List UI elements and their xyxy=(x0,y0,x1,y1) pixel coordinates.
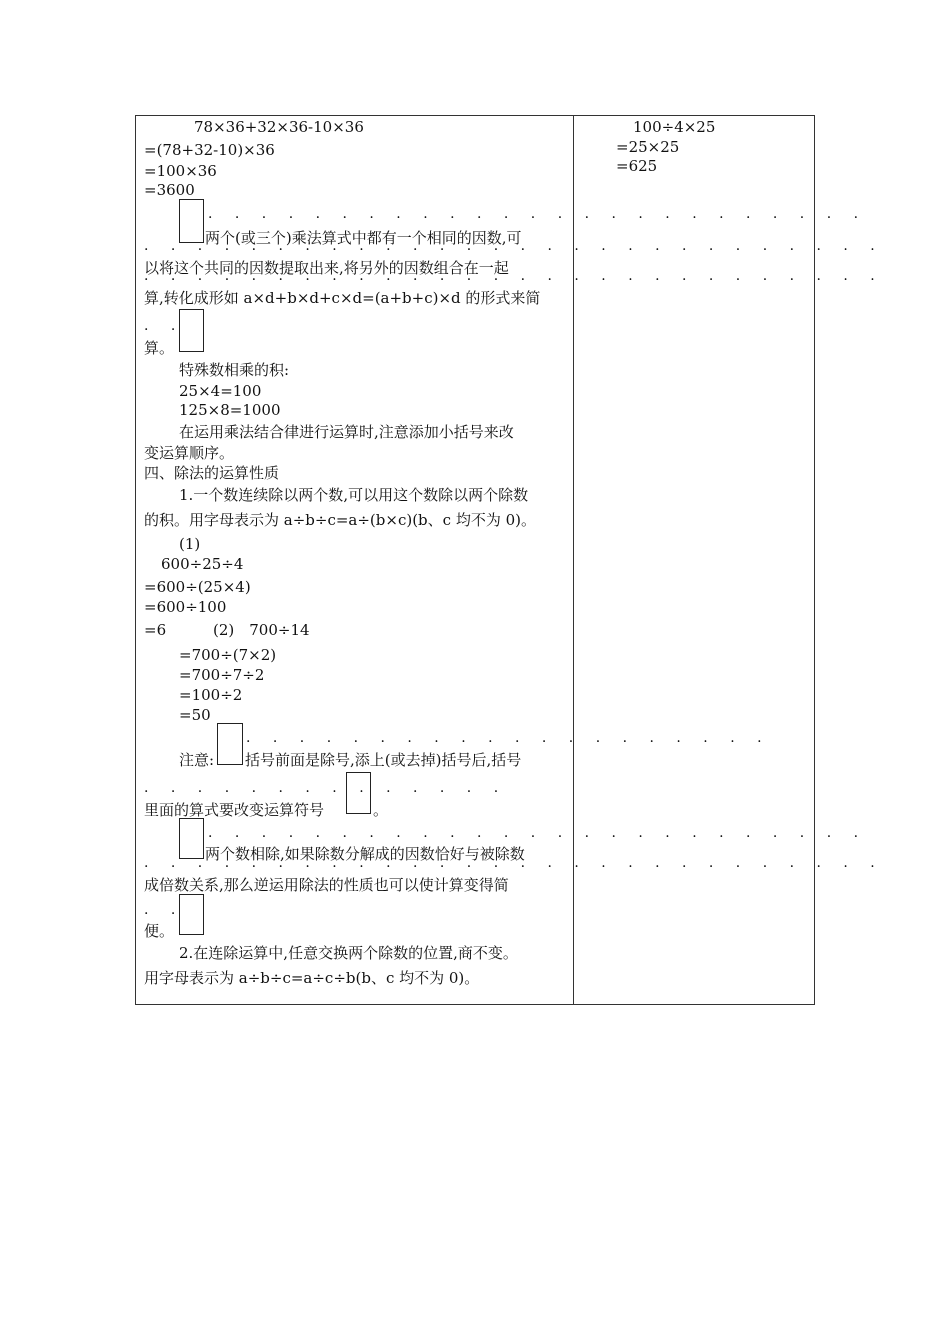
special-line-2: 125×8=1000 xyxy=(179,401,281,419)
note2-label: 注意: xyxy=(179,751,215,769)
ex3-line-4: =50 xyxy=(179,706,211,724)
note3-line-1: 两个数相除,如果除数分解成的因数恰好与被除数 xyxy=(205,845,525,863)
blank-box xyxy=(179,199,204,243)
section-heading: 四、除法的运算性质 xyxy=(144,464,280,482)
emphasis-dots: · · · · · · · · · · · · · · xyxy=(144,784,508,800)
emphasis-dots: · · xyxy=(144,322,185,338)
ex2-label: (1) xyxy=(179,535,201,553)
right-ex-line-3: =625 xyxy=(616,157,658,175)
blank-box xyxy=(179,818,204,859)
ex2-line-2: =600÷(25×4) xyxy=(144,578,251,596)
ex3-line-2: =700÷7÷2 xyxy=(179,666,265,684)
right-ex-line-2: =25×25 xyxy=(616,138,680,156)
content-table xyxy=(135,115,884,1005)
note1-line-4: 算。 xyxy=(144,339,175,357)
rule2-line-2: 用字母表示为 a÷b÷c=a÷c÷b(b、c 均不为 0)。 xyxy=(144,969,480,987)
rule1-line-2: 的积。用字母表示为 a÷b÷c=a÷(b×c)(b、c 均不为 0)。 xyxy=(144,511,536,529)
ex1-line-2: =(78+32-10)×36 xyxy=(144,141,275,159)
ex1-line-3: =100×36 xyxy=(144,162,217,180)
note2-line-2: 里面的算式要改变运算符号 xyxy=(144,801,325,819)
emphasis-dots: · · xyxy=(144,906,185,922)
ex2-line-3: =600÷100 xyxy=(144,598,227,616)
note1-line-3: 算,转化成形如 a×d+b×d+c×d=(a+b+c)×d 的形式来简 xyxy=(144,289,541,307)
ex3-label: (2) 700÷14 xyxy=(213,621,310,639)
ex1-line-4: =3600 xyxy=(144,181,195,199)
rule1-line-1: 1.一个数连续除以两个数,可以用这个数除以两个除数 xyxy=(179,486,529,504)
note3-line-2: 成倍数关系,那么逆运用除法的性质也可以使计算变得简 xyxy=(144,876,509,894)
blank-box xyxy=(217,723,243,765)
special-line-1: 25×4=100 xyxy=(179,382,262,400)
emphasis-dots: · · · · · · · · · · · · · · · · · · · · · · · · · xyxy=(208,210,868,226)
ex2-line-1: 600÷25÷4 xyxy=(161,555,244,573)
emphasis-dots: · · · · · · · · · · · · · · · · · · · · · · · · · · · · xyxy=(144,242,884,258)
assoc-note-line-1: 在运用乘法结合律进行运算时,注意添加小括号来改 xyxy=(179,423,514,441)
note3-line-3: 便。 xyxy=(144,922,175,940)
ex3-line-1: =700÷(7×2) xyxy=(179,646,277,664)
rule2-line-1: 2.在连除运算中,任意交换两个除数的位置,商不变。 xyxy=(179,944,518,962)
emphasis-dots: · · · · · · · · · · · · · · · · · · · · xyxy=(246,734,771,750)
ex3-line-3: =100÷2 xyxy=(179,686,243,704)
right-ex-line-1: 100÷4×25 xyxy=(633,118,716,136)
special-title: 特殊数相乘的积: xyxy=(179,361,290,379)
note2-line-1: 括号前面是除号,添上(或去掉)括号后,括号 xyxy=(245,751,522,769)
emphasis-dots: · · · · · · · · · · · · · · · · · · · · · · · · · xyxy=(208,829,868,845)
ex1-line-1: 78×36+32×36-10×36 xyxy=(194,118,364,136)
emphasis-dots: · · · · · · · · · · · · · · · · · · · · · · · · · · · · xyxy=(144,272,884,288)
emphasis-dots: · · · · · · · · · · · · · · · · · · · · · · · · · · · · xyxy=(144,859,884,875)
blank-box xyxy=(346,772,371,814)
note2-line-end: 。 xyxy=(373,801,389,819)
assoc-note-line-2: 变运算顺序。 xyxy=(144,444,235,462)
note1-line-2: 以将这个共同的因数提取出来,将另外的因数组合在一起 xyxy=(144,259,509,277)
ex2-line-4: =6 xyxy=(144,621,167,639)
note1-line-1: 两个(或三个)乘法算式中都有一个相同的因数,可 xyxy=(205,229,522,247)
